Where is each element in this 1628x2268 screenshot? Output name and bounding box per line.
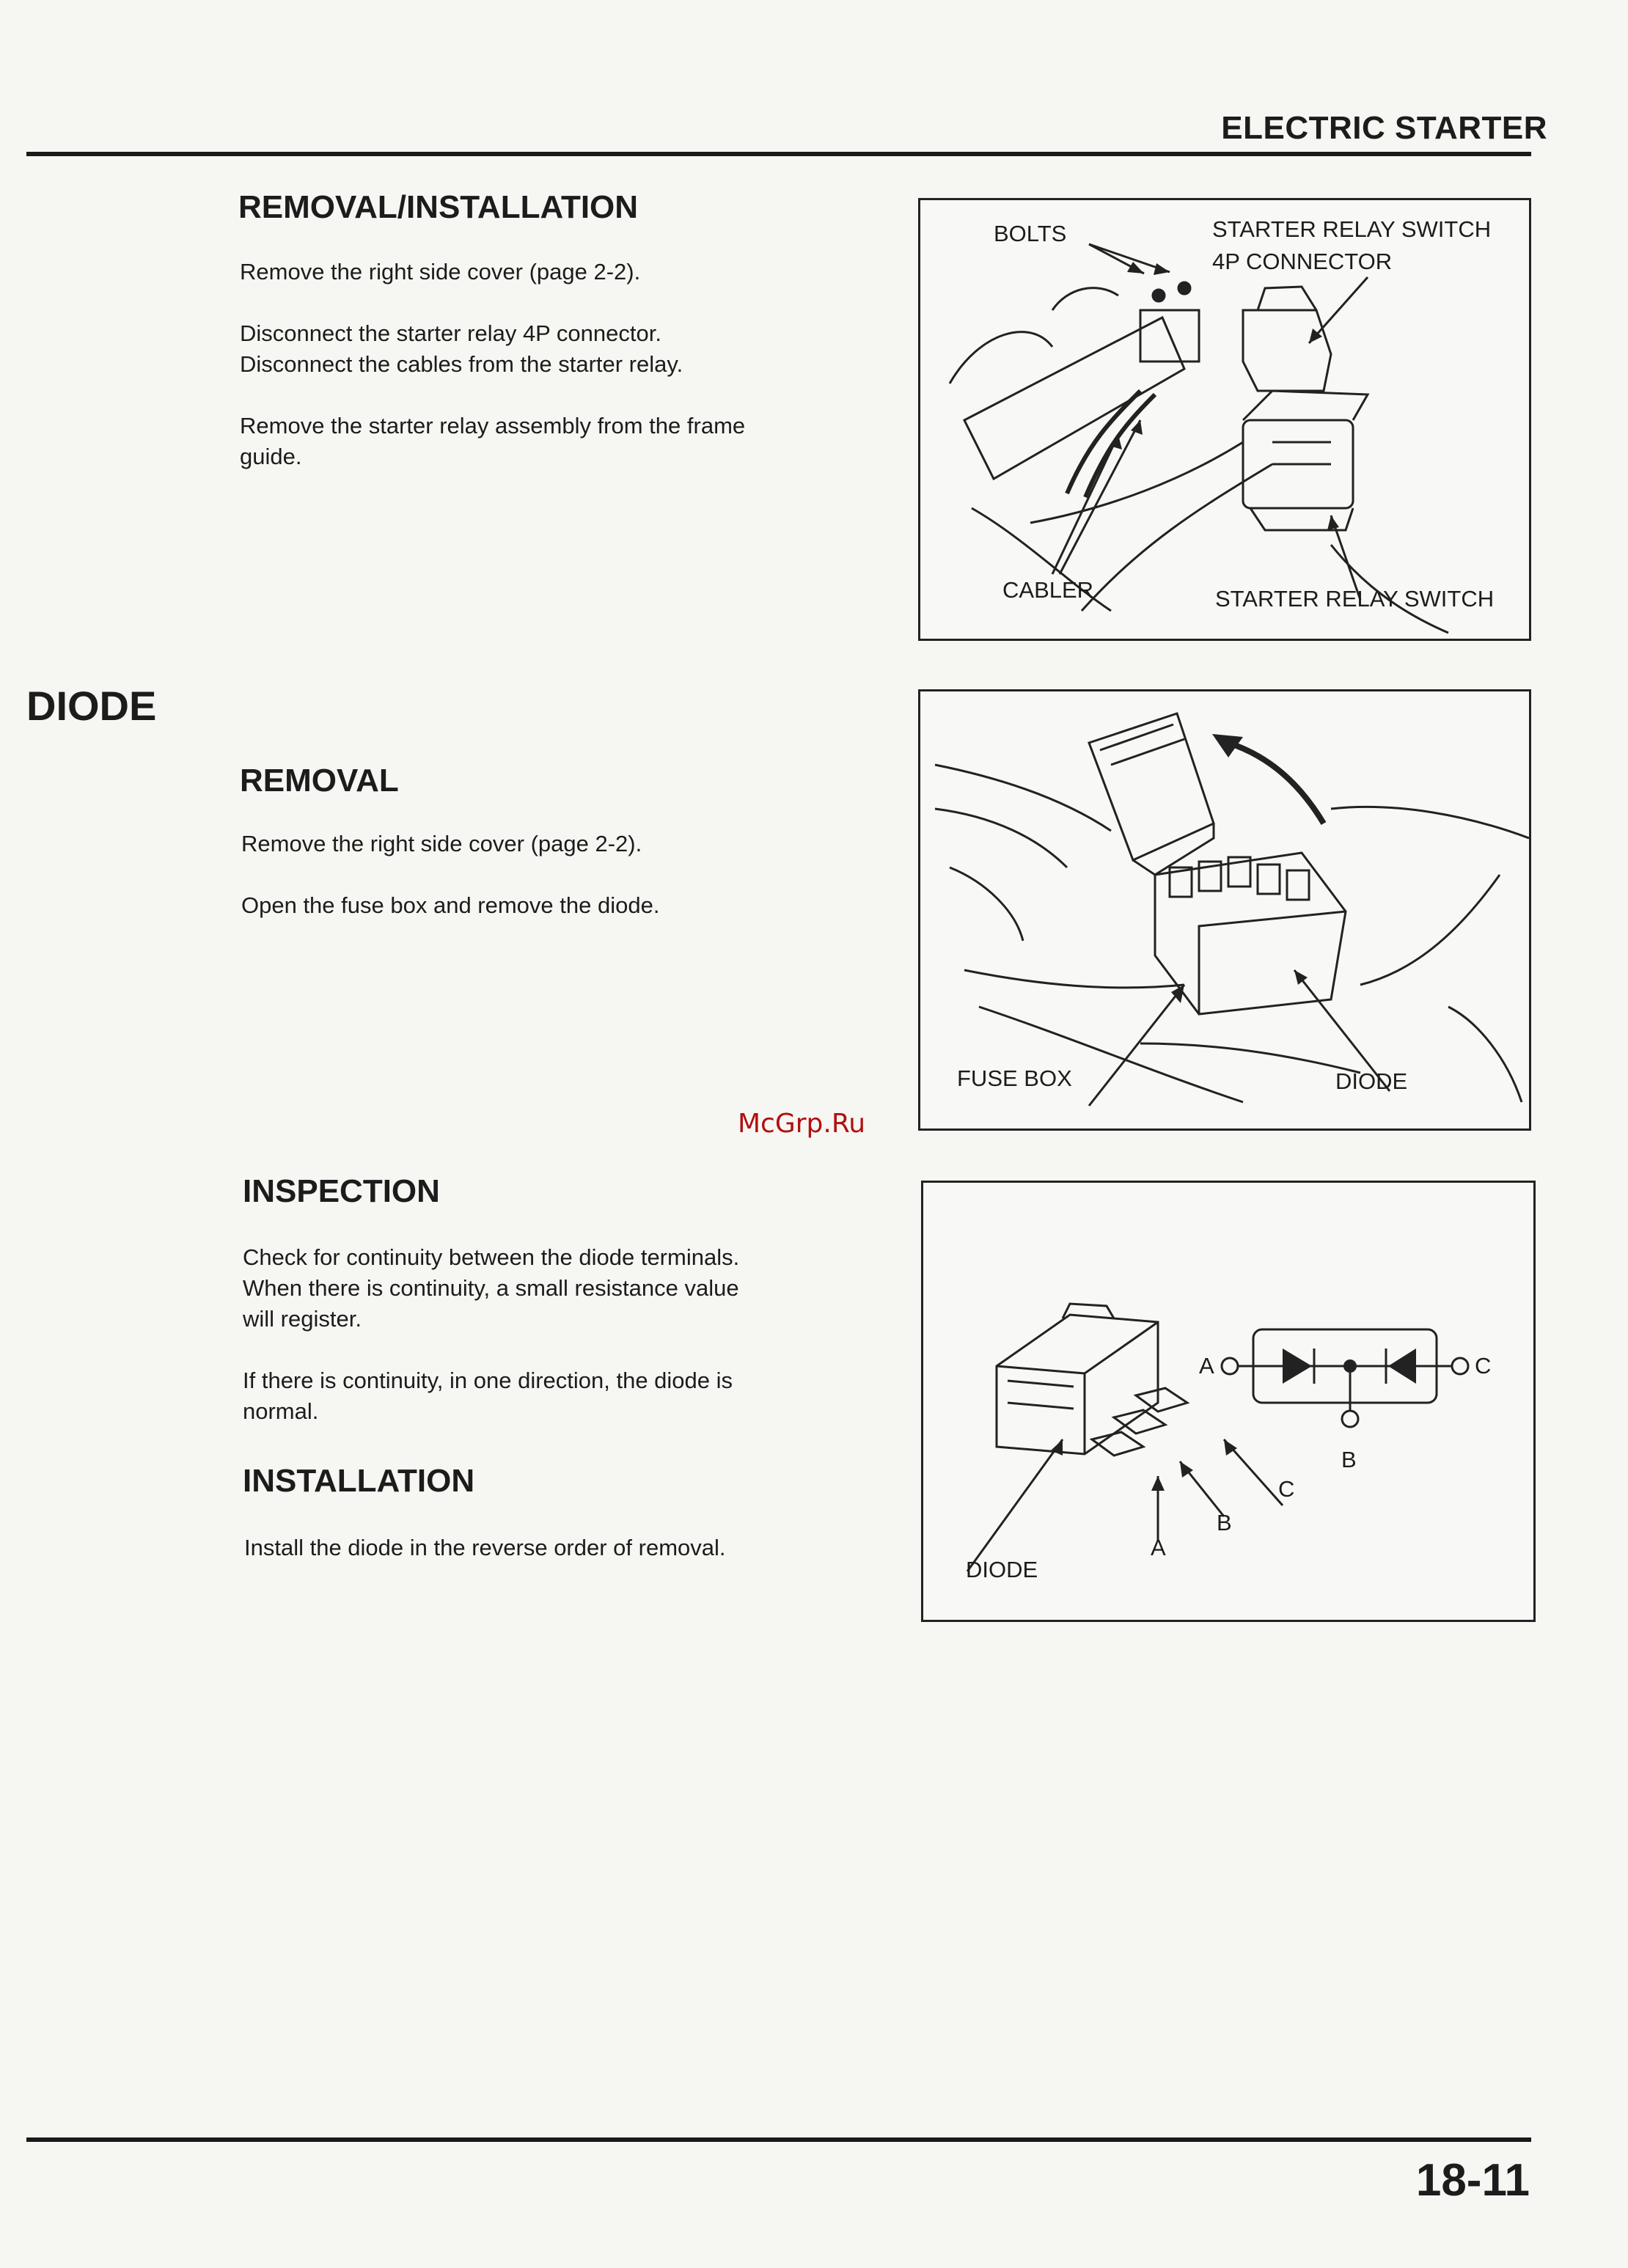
watermark: McGrp.Ru [738, 1109, 866, 1139]
removal-installation-text [240, 257, 870, 472]
paragraph: If there is continuity, in one direction, the diode is normal. [243, 1368, 733, 1424]
label-bolts: BOLTS [994, 221, 1067, 246]
label-symbol-a: A [1199, 1353, 1214, 1379]
diode-removal-title: REMOVAL [240, 763, 399, 799]
label-terminal-c: C [1278, 1476, 1295, 1502]
label-terminal-a: A [1151, 1535, 1166, 1560]
label-cables: CABLER [1002, 577, 1094, 603]
diode-removal-text [241, 829, 872, 921]
label-connector-line1: STARTER RELAY SWITCH [1212, 216, 1492, 242]
removal-installation-title: REMOVAL/INSTALLATION [238, 189, 639, 225]
paragraph: Check for continuity between the diode terminals. When there is continuity, a small resistance value will register. [243, 1244, 740, 1332]
inspection-title: INSPECTION [243, 1173, 440, 1209]
label-symbol-b: B [1341, 1447, 1357, 1472]
label-connector-line2: 4P CONNECTOR [1212, 249, 1393, 274]
paragraph: Install the diode in the reverse order of removal. [244, 1535, 726, 1560]
paragraph: Disconnect the starter relay 4P connector. Disconnect the cables from the starter relay. [240, 320, 683, 377]
inspection-text [243, 1242, 873, 1427]
paragraph: Remove the right side cover (page 2-2). [241, 831, 642, 856]
header-rule [26, 152, 1531, 156]
diode-section-title: DIODE [26, 683, 157, 729]
label-symbol-c: C [1475, 1353, 1492, 1379]
fuse-box-figure [918, 689, 1531, 1131]
label-fuse-box: FUSE BOX [957, 1065, 1072, 1091]
paragraph: Remove the right side cover (page 2-2). [240, 259, 641, 285]
label-diode-part: DIODE [966, 1557, 1038, 1582]
label-diode: DIODE [1335, 1068, 1408, 1094]
installation-title: INSTALLATION [243, 1463, 475, 1499]
starter-relay-figure [918, 198, 1531, 641]
label-relay: STARTER RELAY SWITCH [1215, 586, 1495, 612]
paragraph: Open the fuse box and remove the diode. [241, 892, 660, 918]
page-number: 18-11 [1415, 2155, 1530, 2206]
installation-text [244, 1533, 875, 1563]
page-header-title: ELECTRIC STARTER [1221, 110, 1547, 146]
diode-illustration [923, 1183, 1533, 1620]
fuse-box-illustration [920, 691, 1529, 1129]
footer-rule [26, 2137, 1531, 2142]
label-terminal-b: B [1217, 1510, 1232, 1535]
paragraph: Remove the starter relay assembly from the frame guide. [240, 413, 746, 469]
diode-figure [921, 1181, 1536, 1622]
